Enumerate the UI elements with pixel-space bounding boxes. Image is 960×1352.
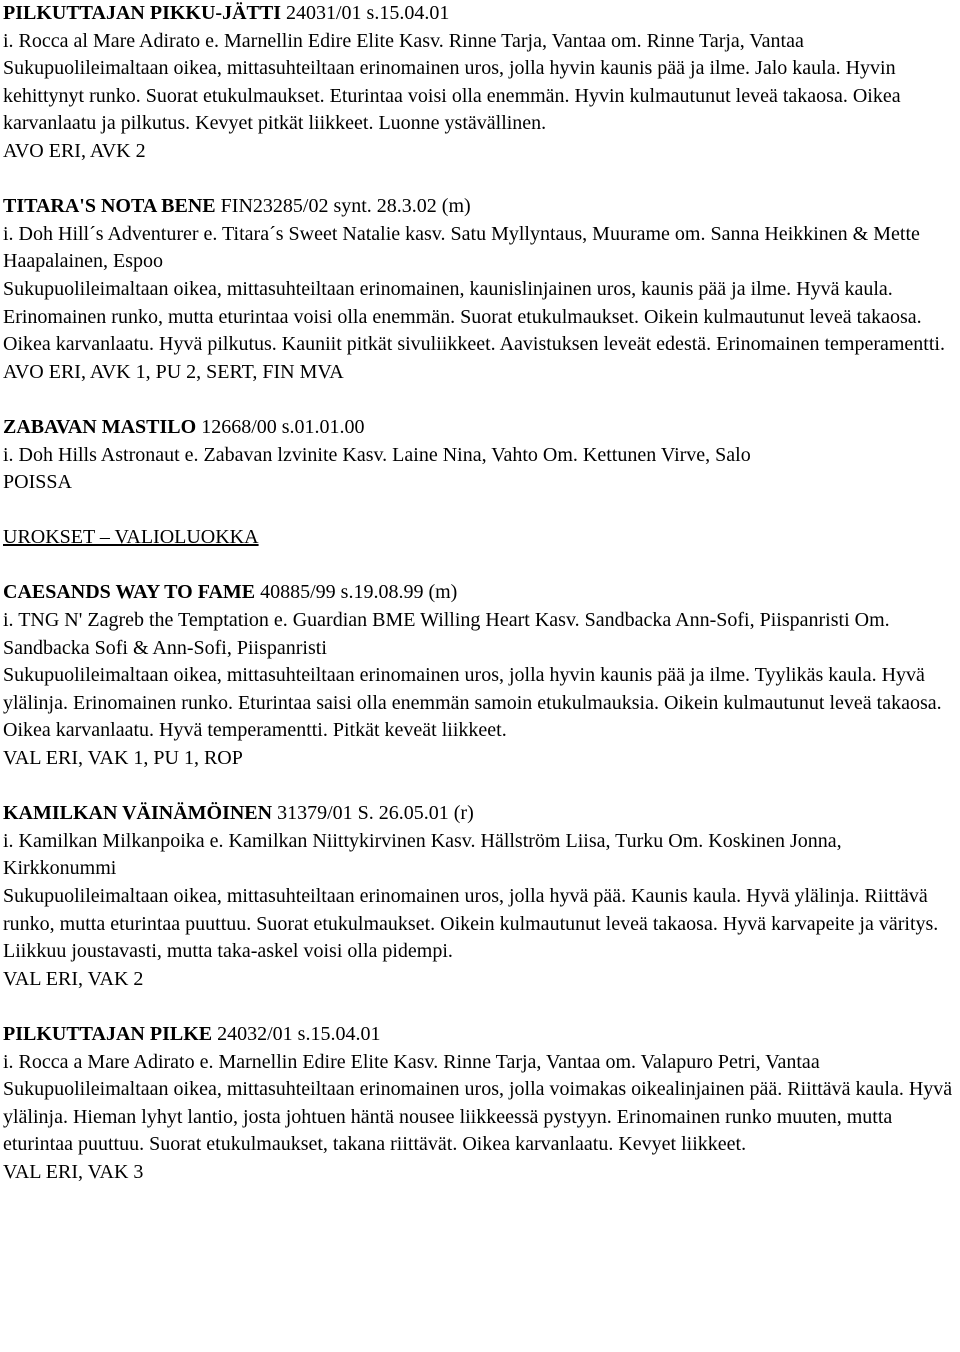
document-body (3, 0, 953, 1187)
result-line: POISSA (3, 471, 72, 494)
entry-heading (3, 414, 953, 442)
critique-text: Sukupuolileimaltaan oikea, mittasuhteiltaan erinomainen uros, jolla hyvin kaunis pää ja ilme. Jalo kaula. Hyvin kehittynyt runko. Suorat etukulmaukset. Eturintaa voisi olla enemmän. Hyvin kulmautunut leveä takaosa. Oikea karvanlaatu ja pilkutus. Kevyet pitkät liikkeet. Luonne ystävällinen. (3, 57, 901, 135)
registration-info: 24031/01 s.15.04.01 (281, 2, 450, 24)
registration-info: FIN23285/02 synt. 28.3.02 (m) (215, 195, 471, 218)
parents-info: i. Kamilkan Milkanpoika e. Kamilkan Niittykirvinen Kasv. Hällström Liisa, Turku Om. Koskinen Jonna, Kirkkonummi (3, 829, 842, 880)
dog-entry (3, 0, 953, 166)
dog-entry (3, 800, 953, 993)
result-line: VAL ERI, VAK 1, PU 1, ROP (3, 747, 243, 770)
critique-text: Sukupuolileimaltaan oikea, mittasuhteiltaan erinomainen, kaunislinjainen uros, kaunis pää ja ilme. Hyvä kaula. Erinomainen runko, mutta eturintaa voisi olla enemmän. Suorat etukulmaukset. Oikein kulmautunut leveä takaosa. Oikea karvanlaatu. Hyvä pilkutus. Kauniit pitkät sivuliikkeet. Aavistuksen leveät edestä. Erinomainen temperamentti. (3, 277, 945, 356)
registration-info: 12668/00 s.01.01.00 (196, 415, 365, 438)
registration-info: 31379/01 S. 26.05.01 (r) (272, 802, 474, 825)
parents-info: i. Doh Hill´s Adventurer e. Titara´s Sweet Natalie kasv. Satu Myllyntaus, Muurame om. Sanna Heikkinen & Mette Haapalainen, Espoo (3, 222, 920, 273)
parents-info: i. TNG N' Zagreb the Temptation e. Guardian BME Willing Heart Kasv. Sandbacka Ann-Sofi, Piispanristi Om. Sandbacka Sofi & Ann-Sofi, Piispanristi (3, 609, 890, 659)
result-line: VAL ERI, VAK 2 (3, 967, 144, 990)
dog-name: ZABAVAN MASTILO (3, 415, 197, 438)
critique-text: Sukupuolileimaltaan oikea, mittasuhteiltaan erinomainen uros, jolla hyvä pää. Kaunis kaula. Hyvä ylälinja. Riittävä runko, mutta eturintaa puuttuu. Suorat etukulmaukset. Oikein kulmautunut leveä takaosa. Hyvä karvapeite ja väritys. Liikkuu joustavasti, mutta taka-askel voisi olla pidempi. (3, 885, 939, 963)
entry-heading (3, 0, 953, 28)
entry-heading (3, 193, 953, 221)
spacer (3, 552, 953, 580)
dog-entry (3, 579, 953, 772)
spacer (3, 773, 953, 801)
entry-heading (3, 579, 953, 607)
result-line: AVO ERI, AVK 1, PU 2, SERT, FIN MVA (3, 360, 344, 383)
registration-info: 40885/99 s.19.08.99 (m) (255, 581, 458, 604)
dog-name: CAESANDS WAY TO FAME (3, 581, 256, 604)
dog-entry (3, 414, 953, 497)
entry-heading (3, 800, 953, 828)
spacer (3, 497, 953, 525)
result-line: VAL ERI, VAK 3 (3, 1160, 144, 1183)
dog-name: PILKUTTAJAN PILKE (3, 1022, 213, 1045)
parents-info: i. Rocca al Mare Adirato e. Marnellin Edire Elite Kasv. Rinne Tarja, Vantaa om. Rinne Tarja, Vantaa (3, 29, 804, 52)
dog-entry (3, 1021, 953, 1187)
section-heading: UROKSET – VALIOLUOKKA (3, 526, 259, 549)
dog-name: KAMILKAN VÄINÄMÖINEN (3, 802, 273, 825)
spacer (3, 993, 953, 1021)
registration-info: 24032/01 s.15.04.01 (212, 1022, 381, 1045)
dog-name: PILKUTTAJAN PIKKU-JÄTTI (3, 2, 281, 24)
critique-text: Sukupuolileimaltaan oikea, mittasuhteiltaan erinomainen uros, jolla hyvin kaunis pää ja ilme. Tyylikäs kaula. Hyvä ylälinja. Erinomainen runko. Eturintaa saisi olla enemmän samoin etukulmauksia. Oikein kulmautunut leveä takaosa. Oikea karvanlaatu. Hyvä temperamentti. Pitkät keveät liikkeet. (3, 664, 942, 742)
dog-name: TITARA'S NOTA BENE (3, 195, 216, 218)
critique-text: Sukupuolileimaltaan oikea, mittasuhteiltaan erinomainen uros, jolla voimakas oikealinjainen pää. Riittävä kaula. Hyvä ylälinja. Hieman lyhyt lantio, josta johtuen häntä nousee liikkeessä pystyyn. Erinomainen runko muuten, mutta eturintaa puuttuu. Suorat etukulmaukset, takana riittävät. Oikea karvanlaatu. Kevyet liikkeet. (3, 1078, 953, 1156)
parents-info: i. Rocca a Mare Adirato e. Marnellin Edire Elite Kasv. Rinne Tarja, Vantaa om. Valapuro Petri, Vantaa (3, 1050, 820, 1073)
entry-heading (3, 1021, 953, 1049)
dog-entry (3, 193, 953, 386)
parents-info: i. Doh Hills Astronaut e. Zabavan lzvinite Kasv. Laine Nina, Vahto Om. Kettunen Virve, Salo (3, 443, 751, 466)
result-line: AVO ERI, AVK 2 (3, 139, 146, 162)
spacer (3, 166, 953, 194)
spacer (3, 386, 953, 414)
